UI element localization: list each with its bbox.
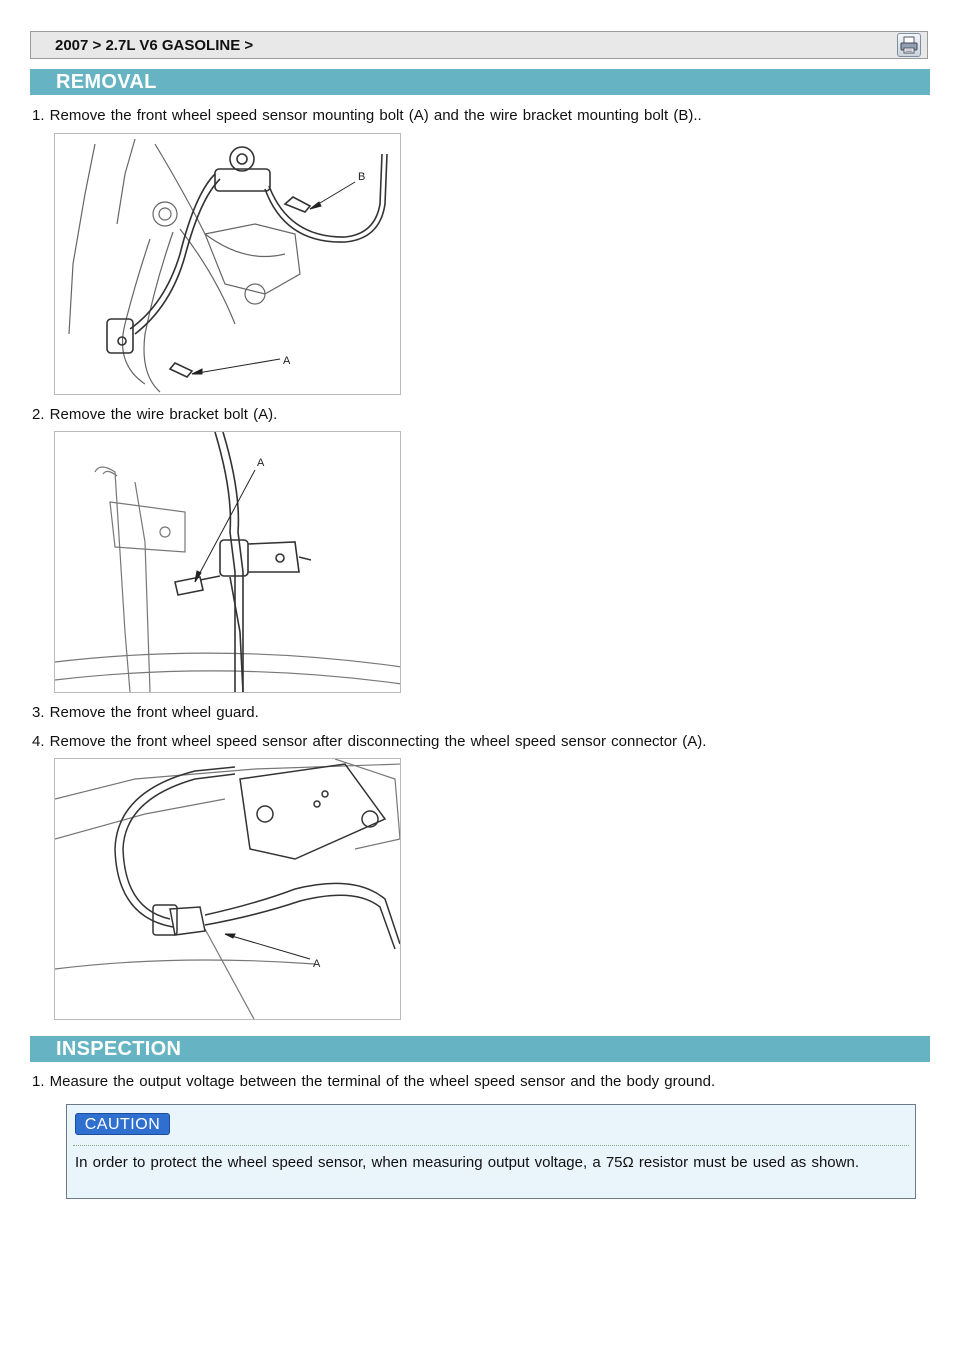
figure-sensor-connector [54, 758, 401, 1020]
section-title-removal: REMOVAL [56, 71, 157, 93]
sensor-mounting-illustration [55, 134, 401, 395]
removal-step-1: 1. Remove the front wheel speed sensor mounting bolt (A) and the wire bracket mounting bolt (B).. [32, 107, 702, 124]
caution-badge [75, 1113, 170, 1135]
printer-icon [898, 34, 920, 56]
caution-divider [73, 1145, 909, 1146]
section-title-inspection: INSPECTION [56, 1038, 182, 1060]
figure-1-label-a: A [283, 355, 291, 367]
figure-sensor-mounting-bolts [54, 133, 401, 395]
figure-3-label-a: A [313, 958, 321, 970]
inspection-step-1: 1. Measure the output voltage between the terminal of the wheel speed sensor and the body ground. [32, 1073, 716, 1090]
print-button[interactable] [897, 33, 921, 57]
breadcrumb-bar [30, 31, 928, 59]
caution-box [66, 1104, 916, 1199]
removal-step-2: 2. Remove the wire bracket bolt (A). [32, 406, 278, 423]
figure-2-label-a: A [257, 457, 265, 469]
section-header-removal [30, 69, 930, 95]
figure-1-label-b: B [358, 171, 366, 183]
sensor-connector-illustration [55, 759, 401, 1020]
removal-step-4: 4. Remove the front wheel speed sensor after disconnecting the wheel speed sensor connector (A). [32, 733, 707, 750]
caution-text: In order to protect the wheel speed sensor, when measuring output voltage, a 75Ω resistor must be used as shown. [75, 1154, 859, 1171]
caution-label: CAUTION [84, 1116, 161, 1133]
figure-wire-bracket-bolt [54, 431, 401, 693]
removal-step-3: 3. Remove the front wheel guard. [32, 704, 259, 721]
breadcrumb: 2007 > 2.7L V6 GASOLINE > [55, 37, 254, 54]
wire-bracket-illustration [55, 432, 401, 693]
section-header-inspection [30, 1036, 930, 1062]
